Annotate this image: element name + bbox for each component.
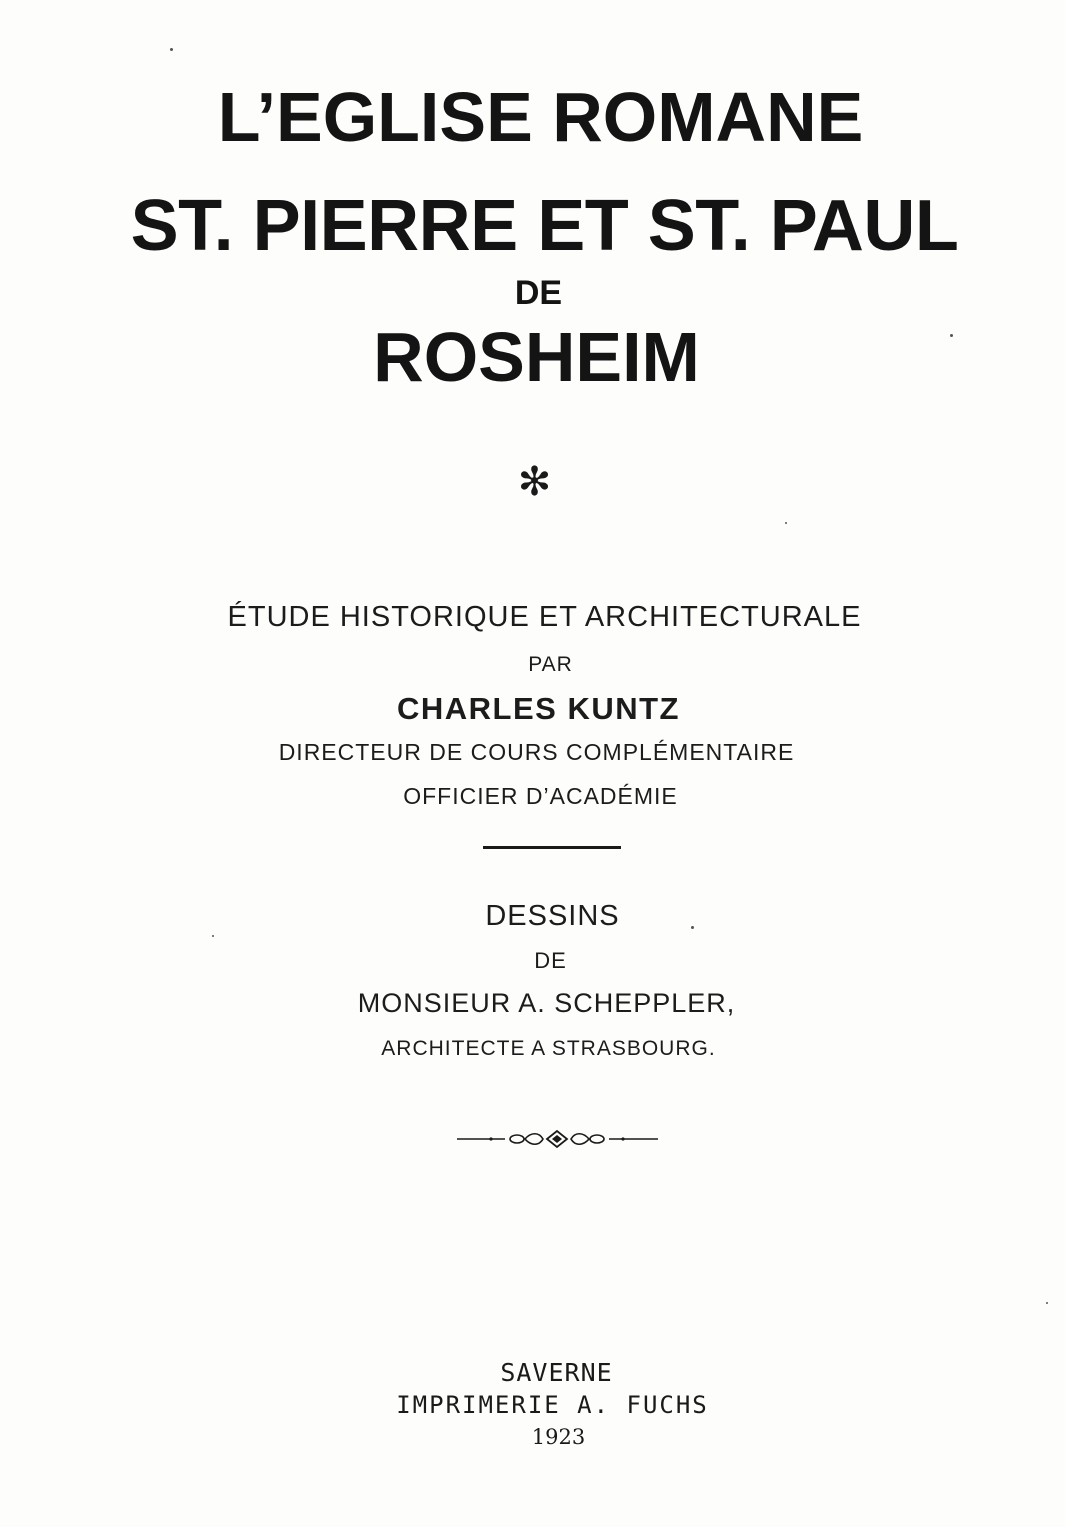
- imprint-printer: IMPRIMERIE A. FUCHS: [396, 1391, 709, 1419]
- paper-speck: [950, 334, 953, 337]
- author-honor: OFFICIER D’ACADÉMIE: [403, 783, 678, 809]
- paper-speck: [785, 522, 787, 524]
- artist-name: MONSIEUR A. SCHEPPLER,: [357, 988, 736, 1018]
- paper-speck: [170, 48, 173, 51]
- asterisk-icon: ✻: [517, 459, 552, 505]
- horizontal-rule: [483, 846, 621, 849]
- drawings-label: DESSINS: [485, 900, 620, 932]
- title-line-1: L’EGLISE ROMANE: [217, 78, 864, 156]
- artist-role: ARCHITECTE A STRASBOURG.: [381, 1037, 716, 1060]
- subtitle: ÉTUDE HISTORIQUE ET ARCHITECTURALE: [227, 601, 862, 633]
- author-name: CHARLES KUNTZ: [397, 691, 680, 726]
- imprint-city: SAVERNE: [500, 1358, 613, 1387]
- title-line-4: ROSHEIM: [373, 318, 700, 396]
- paper-speck: [212, 935, 214, 937]
- author-role: DIRECTEUR DE COURS COMPLÉMENTAIRE: [278, 739, 795, 765]
- paper-speck: [1046, 1302, 1048, 1304]
- title-line-2: ST. PIERRE ET ST. PAUL: [130, 186, 959, 266]
- title-line-3: DE: [514, 274, 563, 312]
- imprint-year: 1923: [531, 1425, 586, 1449]
- by-label: PAR: [528, 653, 573, 676]
- ornament-divider-icon: [455, 1128, 660, 1150]
- drawings-of-label: DE: [534, 948, 567, 973]
- paper-speck: [691, 926, 694, 929]
